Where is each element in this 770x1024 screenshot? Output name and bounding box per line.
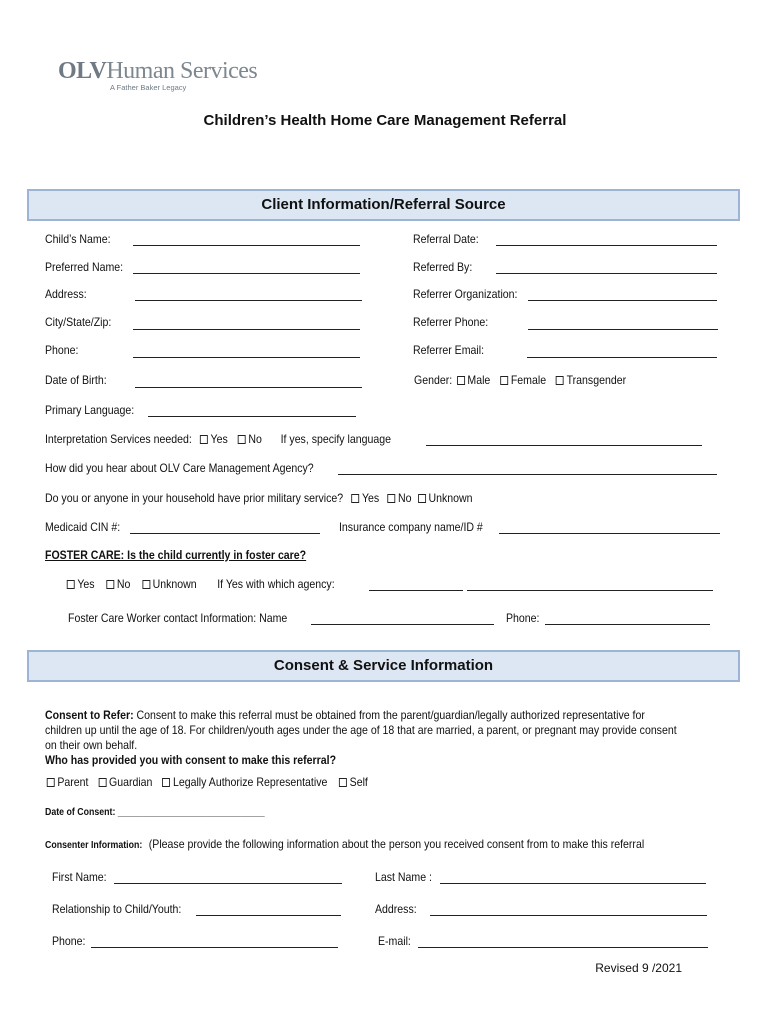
interpretation-group	[45, 432, 391, 446]
document-title: Children’s Health Home Care Management Referral	[203, 112, 567, 129]
childs-name-label: Child’s Name:	[45, 232, 111, 246]
phone-field[interactable]	[133, 357, 360, 358]
consenter-email-label: E-mail:	[378, 934, 411, 948]
foster-options-group	[65, 577, 335, 591]
foster-unknown-label: Unknown	[152, 577, 197, 591]
foster-yes-checkbox[interactable]	[67, 580, 75, 589]
logo-tagline: A Father Baker Legacy	[110, 83, 187, 92]
date-of-consent[interactable]: Date of Consent: ______________________________	[45, 807, 265, 818]
foster-phone-label: Phone:	[506, 611, 540, 625]
first-name-field[interactable]	[114, 883, 342, 884]
primary-language-label: Primary Language:	[45, 403, 135, 417]
last-name-field[interactable]	[440, 883, 706, 884]
consenter-email-field[interactable]	[418, 947, 708, 948]
consent-provider-options	[45, 775, 368, 789]
how-hear-label: How did you hear about OLV Care Management Agency?	[45, 461, 314, 475]
gender-group	[414, 373, 626, 387]
who-provided-consent: Who has provided you with consent to make this referral?	[45, 753, 337, 767]
consenter-info-text: (Please provide the following information about the person you received consent from to make this referral	[148, 837, 645, 851]
childs-name-field[interactable]	[133, 245, 360, 246]
foster-agency-field-a[interactable]	[369, 590, 463, 591]
address-field[interactable]	[135, 300, 362, 301]
foster-yes-label: Yes	[77, 577, 95, 591]
city-state-zip-field[interactable]	[133, 329, 360, 330]
gender-transgender-checkbox[interactable]	[556, 376, 564, 385]
referrer-email-field[interactable]	[527, 357, 717, 358]
foster-no-checkbox[interactable]	[106, 580, 114, 589]
interp-yes-checkbox[interactable]	[200, 435, 208, 444]
referrer-phone-label: Referrer Phone:	[413, 315, 489, 329]
military-unknown-label: Unknown	[428, 491, 473, 505]
referral-date-label: Referral Date:	[413, 232, 479, 246]
referrer-phone-field[interactable]	[528, 329, 718, 330]
gender-female-label: Female	[510, 373, 547, 387]
referral-date-field[interactable]	[496, 245, 717, 246]
olv-logo	[58, 58, 257, 92]
foster-phone-field[interactable]	[545, 624, 710, 625]
foster-worker-name-field[interactable]	[311, 624, 494, 625]
interp-no-label: No	[248, 432, 262, 446]
dob-label: Date of Birth:	[45, 373, 107, 387]
gender-label: Gender:	[414, 373, 453, 387]
referrer-email-label: Referrer Email:	[413, 343, 485, 357]
interpretation-label: Interpretation Services needed:	[45, 432, 192, 446]
consenter-address-label: Address:	[375, 902, 417, 916]
military-yes-checkbox[interactable]	[351, 494, 359, 503]
first-name-label: First Name:	[52, 870, 107, 884]
foster-agency-field-b[interactable]	[467, 590, 713, 591]
dob-field[interactable]	[135, 387, 362, 388]
military-group	[45, 491, 473, 505]
last-name-label: Last Name :	[375, 870, 432, 884]
insurance-field[interactable]	[499, 533, 720, 534]
section-header-consent: Consent & Service Information	[27, 650, 740, 682]
phone-label: Phone:	[45, 343, 79, 357]
consent-to-refer-label: Consent to Refer:	[45, 708, 134, 722]
foster-no-label: No	[116, 577, 131, 591]
referred-by-label: Referred By:	[413, 260, 473, 274]
foster-unknown-checkbox[interactable]	[142, 580, 150, 589]
referred-by-field[interactable]	[496, 273, 717, 274]
logo-olv: OLV	[58, 58, 107, 84]
relationship-label: Relationship to Child/Youth:	[52, 902, 182, 916]
gender-female-checkbox[interactable]	[500, 376, 508, 385]
referrer-org-field[interactable]	[528, 300, 717, 301]
lar-label: Legally Authorize Representative	[172, 775, 328, 789]
city-state-zip-label: City/State/Zip:	[45, 315, 112, 329]
guardian-label: Guardian	[108, 775, 153, 789]
consent-text-1: Consent to make this referral must be obtained from the parent/guardian/legally authorized representative for	[133, 708, 645, 722]
lar-checkbox[interactable]	[162, 778, 170, 787]
address-label: Address:	[45, 287, 87, 301]
preferred-name-label: Preferred Name:	[45, 260, 124, 274]
consent-paragraph	[45, 708, 735, 768]
gender-transgender-label: Transgender	[566, 373, 627, 387]
foster-care-question: FOSTER CARE: Is the child currently in foster care?	[45, 548, 307, 562]
medicaid-field[interactable]	[130, 533, 320, 534]
guardian-checkbox[interactable]	[98, 778, 106, 787]
section-header-client-info: Client Information/Referral Source	[27, 189, 740, 221]
self-checkbox[interactable]	[339, 778, 347, 787]
relationship-field[interactable]	[196, 915, 341, 916]
gender-male-checkbox[interactable]	[457, 376, 465, 385]
specify-language-field[interactable]	[426, 445, 702, 446]
consenter-info-label: Consenter Information:	[45, 840, 143, 851]
parent-checkbox[interactable]	[47, 778, 55, 787]
gender-male-label: Male	[467, 373, 491, 387]
how-hear-field[interactable]	[338, 474, 717, 475]
military-no-label: No	[397, 491, 412, 505]
referrer-org-label: Referrer Organization:	[413, 287, 518, 301]
revised-date: Revised 9 /2021	[595, 961, 682, 975]
insurance-label: Insurance company name/ID #	[339, 520, 483, 534]
parent-label: Parent	[57, 775, 89, 789]
military-label: Do you or anyone in your household have prior military service?	[45, 491, 344, 505]
medicaid-label: Medicaid CIN #:	[45, 520, 121, 534]
foster-agency-label: If Yes with which agency:	[217, 577, 335, 591]
military-yes-label: Yes	[361, 491, 380, 505]
logo-human-services: Human Services	[106, 58, 258, 84]
consenter-phone-field[interactable]	[91, 947, 338, 948]
specify-language-label: If yes, specify language	[280, 432, 391, 446]
military-no-checkbox[interactable]	[387, 494, 395, 503]
military-unknown-checkbox[interactable]	[418, 494, 426, 503]
interp-yes-label: Yes	[210, 432, 228, 446]
interp-no-checkbox[interactable]	[238, 435, 246, 444]
consenter-info-row	[45, 837, 644, 851]
consent-text-3: on their own behalf.	[45, 738, 138, 752]
self-label: Self	[349, 775, 368, 789]
foster-worker-label: Foster Care Worker contact Information: Name	[68, 611, 288, 625]
primary-language-field[interactable]	[148, 416, 356, 417]
consenter-phone-label: Phone:	[52, 934, 86, 948]
consent-text-2: children up until the age of 18. For children/youth ages under the age of 18 that are married, a parent, or pregnant may provide consent	[45, 723, 677, 737]
consenter-address-field[interactable]	[430, 915, 707, 916]
preferred-name-field[interactable]	[133, 273, 360, 274]
